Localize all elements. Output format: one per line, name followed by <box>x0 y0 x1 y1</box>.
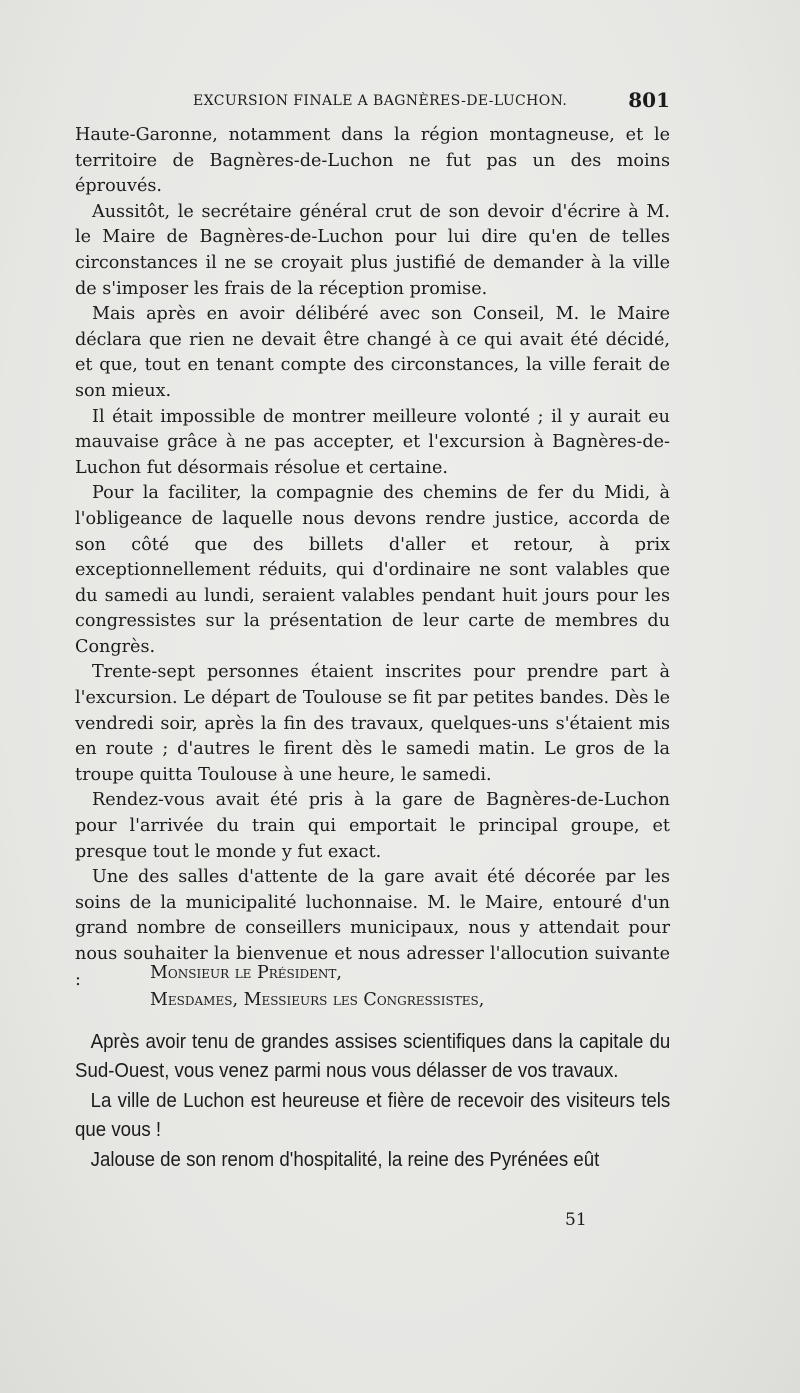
paragraph: Mais après en avoir délibéré avec son Conseil, M. le Maire déclara que rien ne devait être changé à ce qui avait été décidé, et que, tout en tenant compte des circonstances, la ville ferait de son mieux. <box>75 304 670 401</box>
paragraph: Une des salles d'attente de la gare avait été décorée par les soins de la municipalité luchonnaise. M. le Maire, entouré d'un grand nombre de conseillers municipaux, nous y attendait pour nous souhaiter la bienvenue et nous adresser l'allocution suivante : <box>75 867 670 990</box>
narrative-text <box>75 123 670 993</box>
paragraph: Il était impossible de montrer meilleure volonté ; il y aurait eu mauvaise grâce à ne pas accepter, et l'excursion à Bagnères-de-Luchon fut désormais résolue et certaine. <box>75 406 670 478</box>
speech-salutation <box>150 960 670 1014</box>
paragraph: Rendez-vous avait été pris à la gare de Bagnères-de-Luchon pour l'arrivée du train qui emportait le principal groupe, et presque tout le monde y fut exact. <box>75 790 670 862</box>
paragraph: Trente-sept personnes étaient inscrites pour prendre part à l'excursion. Le départ de Toulouse se fit par petites bandes. Dès le vendredi soir, après la fin des travaux, quelques-uns s'étaient mis en route ; d'autres le firent dès le samedi matin. Le gros de la troupe quitta Toulouse à une heure, le samedi. <box>75 662 670 785</box>
paragraph: Pour la faciliter, la compagnie des chemins de fer du Midi, à l'obligeance de laquelle nous devons rendre justice, accorda de son côté que des billets d'aller et retour, à prix exceptionnellement réduits, qui d'ordinaire ne sont valables que du samedi au lundi, seraient valables pendant huit jours pour les congressistes sur la présentation de leur carte de membres du Congrès. <box>75 483 670 657</box>
page-header <box>75 88 670 118</box>
salutation-line: Monsieur le Président, <box>150 963 342 983</box>
paragraph: Aussitôt, le secrétaire général crut de son devoir d'écrire à M. le Maire de Bagnères-de-Luchon pour lui dire qu'en de telles circonstances il ne se croyait plus justifié de demander à la ville de s'imposer les frais de la réception promise. <box>75 201 670 299</box>
speech-text <box>75 1028 670 1175</box>
speech-paragraph: Jalouse de son renom d'hospitalité, la reine des Pyrénées eût <box>90 1148 600 1171</box>
speech-paragraph: Après avoir tenu de grandes assises scientifiques dans la capitale du Sud-Ouest, vous venez parmi nous vous délasser de vos travaux. <box>75 1031 671 1083</box>
page-number: 801 <box>628 88 670 112</box>
salutation-line: Mesdames, Messieurs les Congressistes, <box>150 990 485 1010</box>
paragraph: Haute-Garonne, notamment dans la région montagneuse, et le territoire de Bagnères-de-Luchon ne fut pas un des moins éprouvés. <box>75 125 670 197</box>
signature-mark: 51 <box>565 1210 587 1230</box>
running-title: EXCURSION FINALE A BAGNÈRES-DE-LUCHON. <box>193 93 568 109</box>
speech-paragraph: La ville de Luchon est heureuse et fière de recevoir des visiteurs tels que vous ! <box>75 1089 671 1142</box>
